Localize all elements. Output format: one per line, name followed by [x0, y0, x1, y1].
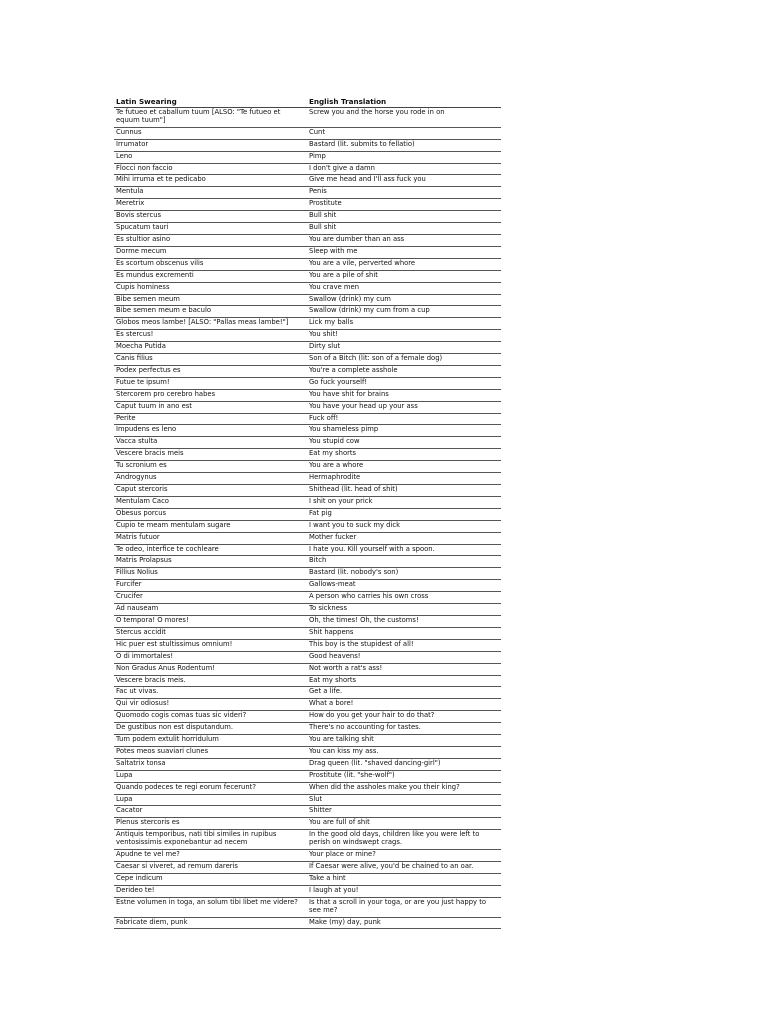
english-translation-cell: Drag queen (lit. "shaved dancing-girl"): [307, 758, 501, 770]
latin-phrase-cell: Quomodo cogis comas tuas sic videri?: [114, 711, 307, 723]
table-row: [114, 699, 501, 711]
table-row: [114, 496, 501, 508]
latin-phrase-cell: Lupa: [114, 794, 307, 806]
english-translation-cell: You are talking shit: [307, 735, 501, 747]
latin-phrase-cell: Flocci non faccio: [114, 163, 307, 175]
english-translation-cell: Your place or mine?: [307, 850, 501, 862]
latin-phrase-cell: Canis filius: [114, 354, 307, 366]
english-translation-cell: Fat pig: [307, 508, 501, 520]
english-translation-cell: Eat my shorts: [307, 449, 501, 461]
english-translation-cell: Make (my) day, punk: [307, 917, 501, 929]
english-translation-cell: Mother fucker: [307, 532, 501, 544]
latin-phrase-cell: Es mundus excrementi: [114, 270, 307, 282]
english-translation-cell: Pimp: [307, 151, 501, 163]
table-row: [114, 746, 501, 758]
latin-phrase-cell: Tu scronium es: [114, 461, 307, 473]
english-translation-cell: Oh, the times! Oh, the customs!: [307, 615, 501, 627]
latin-phrase-cell: Antiquis temporibus, nati tibi similes in rupibus ventosissimis exponebantur ad necem: [114, 830, 307, 850]
latin-phrase-cell: Crucifer: [114, 592, 307, 604]
english-translation-cell: Lick my balls: [307, 318, 501, 330]
table-row: [114, 794, 501, 806]
latin-phrase-cell: Bibe semen meum e baculo: [114, 306, 307, 318]
english-translation-cell: Hermaphrodite: [307, 473, 501, 485]
latin-phrase-cell: Te futueo et caballum tuum [ALSO: "Te futueo et equum tuum"]: [114, 108, 307, 128]
table-row: [114, 830, 501, 850]
latin-phrase-cell: Podex perfectus es: [114, 365, 307, 377]
table-row: [114, 223, 501, 235]
latin-phrase-cell: Non Gradus Anus Rodentum!: [114, 663, 307, 675]
table-row: [114, 651, 501, 663]
latin-phrase-cell: Bovis stercus: [114, 211, 307, 223]
table-row: [114, 782, 501, 794]
english-translation-cell: Shit happens: [307, 627, 501, 639]
english-translation-cell: You're a complete asshole: [307, 365, 501, 377]
table-row: [114, 389, 501, 401]
table-row: [114, 556, 501, 568]
english-translation-cell: I hate you. Kill yourself with a spoon.: [307, 544, 501, 556]
table-row: [114, 425, 501, 437]
english-translation-cell: What a bore!: [307, 699, 501, 711]
latin-phrase-cell: Saltatrix tonsa: [114, 758, 307, 770]
document-page: [114, 97, 501, 929]
latin-phrase-cell: Cacator: [114, 806, 307, 818]
table-row: [114, 663, 501, 675]
latin-phrase-cell: Es stercus!: [114, 330, 307, 342]
latin-phrase-cell: Meretrix: [114, 199, 307, 211]
latin-phrase-cell: Cupio te meam mentulam sugare: [114, 520, 307, 532]
english-translation-cell: Prostitute (lit. "she-wolf"): [307, 770, 501, 782]
table-row: [114, 627, 501, 639]
latin-phrase-cell: Es scortum obscenus vilis: [114, 258, 307, 270]
table-row: [114, 258, 501, 270]
table-row: [114, 806, 501, 818]
english-translation-cell: A person who carries his own cross: [307, 592, 501, 604]
english-translation-cell: I want you to suck my dick: [307, 520, 501, 532]
latin-phrase-cell: Matris futuor: [114, 532, 307, 544]
english-translation-cell: If Caesar were alive, you'd be chained to an oar.: [307, 862, 501, 874]
table-row: [114, 401, 501, 413]
table-row: [114, 354, 501, 366]
table-row: [114, 917, 501, 929]
table-row: [114, 723, 501, 735]
english-translation-cell: You are a vile, perverted whore: [307, 258, 501, 270]
table-row: [114, 850, 501, 862]
column-header-latin: Latin Swearing: [114, 97, 307, 108]
english-translation-cell: Good heavens!: [307, 651, 501, 663]
latin-phrase-cell: Quando podeces te regi eorum fecerunt?: [114, 782, 307, 794]
latin-phrase-cell: Cupis hominess: [114, 282, 307, 294]
latin-phrase-cell: Caput tuum in ano est: [114, 401, 307, 413]
table-row: [114, 282, 501, 294]
english-translation-cell: In the good old days, children like you were left to perish on windswept crags.: [307, 830, 501, 850]
table-row: [114, 449, 501, 461]
table-row: [114, 711, 501, 723]
english-translation-cell: Swallow (drink) my cum: [307, 294, 501, 306]
table-row: [114, 735, 501, 747]
english-translation-cell: Dirty slut: [307, 342, 501, 354]
english-translation-cell: You shit!: [307, 330, 501, 342]
table-row: [114, 175, 501, 187]
table-row: [114, 473, 501, 485]
latin-phrase-cell: Irrumator: [114, 139, 307, 151]
latin-phrase-cell: Lupa: [114, 770, 307, 782]
english-translation-cell: I don't give a damn: [307, 163, 501, 175]
table-row: [114, 199, 501, 211]
table-row: [114, 342, 501, 354]
table-row: [114, 127, 501, 139]
table-header-row: [114, 97, 501, 108]
table-row: [114, 211, 501, 223]
english-translation-cell: You shameless pimp: [307, 425, 501, 437]
table-row: [114, 508, 501, 520]
english-translation-cell: Gallows-meat: [307, 580, 501, 592]
table-row: [114, 615, 501, 627]
english-translation-cell: Cunt: [307, 127, 501, 139]
table-row: [114, 139, 501, 151]
english-translation-cell: Bull shit: [307, 223, 501, 235]
latin-phrase-cell: O di immortales!: [114, 651, 307, 663]
latin-phrase-cell: Ad nauseam: [114, 604, 307, 616]
latin-phrase-cell: Furcifer: [114, 580, 307, 592]
latin-phrase-cell: Plenus stercoris es: [114, 818, 307, 830]
latin-phrase-cell: Impudens es leno: [114, 425, 307, 437]
table-row: [114, 151, 501, 163]
table-row: [114, 770, 501, 782]
latin-phrase-cell: Leno: [114, 151, 307, 163]
latin-phrase-cell: Es stultior asino: [114, 234, 307, 246]
english-translation-cell: Bastard (lit. submits to fellatio): [307, 139, 501, 151]
english-translation-cell: Is that a scroll in your toga, or are you just happy to see me?: [307, 897, 501, 917]
english-translation-cell: Slut: [307, 794, 501, 806]
latin-phrase-cell: Qui vir odiosus!: [114, 699, 307, 711]
english-translation-cell: You have shit for brains: [307, 389, 501, 401]
latin-phrase-cell: Futue te ipsum!: [114, 377, 307, 389]
latin-phrase-cell: Tum podem extulit horridulum: [114, 735, 307, 747]
english-translation-cell: Sleep with me: [307, 246, 501, 258]
table-row: [114, 108, 501, 128]
latin-phrase-cell: Globos meos lambe! [ALSO: "Pallas meas lambe!"]: [114, 318, 307, 330]
english-translation-cell: Shitter: [307, 806, 501, 818]
column-header-english: English Translation: [307, 97, 501, 108]
table-row: [114, 461, 501, 473]
latin-phrase-cell: Bibe semen meum: [114, 294, 307, 306]
latin-phrase-cell: Vacca stulta: [114, 437, 307, 449]
table-row: [114, 187, 501, 199]
english-translation-cell: You crave men: [307, 282, 501, 294]
latin-phrase-cell: Fabricate diem, punk: [114, 917, 307, 929]
latin-phrase-cell: De gustibus non est disputandum.: [114, 723, 307, 735]
table-row: [114, 758, 501, 770]
translation-table: [114, 97, 501, 929]
english-translation-cell: Swallow (drink) my cum from a cup: [307, 306, 501, 318]
latin-phrase-cell: Mentula: [114, 187, 307, 199]
table-row: [114, 246, 501, 258]
english-translation-cell: Give me head and I'll ass fuck you: [307, 175, 501, 187]
table-row: [114, 234, 501, 246]
table-row: [114, 639, 501, 651]
table-row: [114, 318, 501, 330]
latin-phrase-cell: Mihi irruma et te pedicabo: [114, 175, 307, 187]
table-body: [114, 108, 501, 929]
english-translation-cell: Son of a Bitch (lit: son of a female dog): [307, 354, 501, 366]
latin-phrase-cell: Fac ut vivas.: [114, 687, 307, 699]
table-row: [114, 485, 501, 497]
latin-phrase-cell: Caput stercoris: [114, 485, 307, 497]
latin-phrase-cell: Derideo te!: [114, 885, 307, 897]
english-translation-cell: When did the assholes make you their king?: [307, 782, 501, 794]
english-translation-cell: You can kiss my ass.: [307, 746, 501, 758]
table-row: [114, 604, 501, 616]
latin-phrase-cell: Stercus accidit: [114, 627, 307, 639]
latin-phrase-cell: Apudne te vel me?: [114, 850, 307, 862]
table-row: [114, 437, 501, 449]
english-translation-cell: I laugh at you!: [307, 885, 501, 897]
english-translation-cell: You have your head up your ass: [307, 401, 501, 413]
english-translation-cell: Take a hint: [307, 873, 501, 885]
english-translation-cell: This boy is the stupidest of all!: [307, 639, 501, 651]
latin-phrase-cell: Cepe indicum: [114, 873, 307, 885]
english-translation-cell: You are full of shit: [307, 818, 501, 830]
english-translation-cell: Eat my shorts: [307, 675, 501, 687]
english-translation-cell: Shithead (lit. head of shit): [307, 485, 501, 497]
table-row: [114, 377, 501, 389]
english-translation-cell: I shit on your prick: [307, 496, 501, 508]
english-translation-cell: You are dumber than an ass: [307, 234, 501, 246]
table-row: [114, 687, 501, 699]
table-row: [114, 873, 501, 885]
english-translation-cell: You stupid cow: [307, 437, 501, 449]
latin-phrase-cell: O tempora! O mores!: [114, 615, 307, 627]
latin-phrase-cell: Moecha Putida: [114, 342, 307, 354]
table-row: [114, 568, 501, 580]
table-row: [114, 520, 501, 532]
english-translation-cell: Get a life.: [307, 687, 501, 699]
english-translation-cell: Penis: [307, 187, 501, 199]
table-row: [114, 294, 501, 306]
latin-phrase-cell: Fillius Nolius: [114, 568, 307, 580]
table-row: [114, 544, 501, 556]
table-row: [114, 675, 501, 687]
latin-phrase-cell: Perite: [114, 413, 307, 425]
english-translation-cell: Fuck off!: [307, 413, 501, 425]
english-translation-cell: You are a whore: [307, 461, 501, 473]
english-translation-cell: Bitch: [307, 556, 501, 568]
latin-phrase-cell: Mentulam Caco: [114, 496, 307, 508]
latin-phrase-cell: Vescere bracis meis: [114, 449, 307, 461]
english-translation-cell: Screw you and the horse you rode in on: [307, 108, 501, 128]
table-row: [114, 306, 501, 318]
latin-phrase-cell: Cunnus: [114, 127, 307, 139]
latin-phrase-cell: Dorme mecum: [114, 246, 307, 258]
latin-phrase-cell: Potes meos suaviari clunes: [114, 746, 307, 758]
table-row: [114, 163, 501, 175]
english-translation-cell: You are a pile of shit: [307, 270, 501, 282]
latin-phrase-cell: Hic puer est stultissimus omnium!: [114, 639, 307, 651]
table-row: [114, 270, 501, 282]
table-row: [114, 330, 501, 342]
table-row: [114, 532, 501, 544]
english-translation-cell: There's no accounting for tastes.: [307, 723, 501, 735]
table-row: [114, 818, 501, 830]
table-row: [114, 897, 501, 917]
latin-phrase-cell: Matris Prolapsus: [114, 556, 307, 568]
latin-phrase-cell: Caesar si viveret, ad remum dareris: [114, 862, 307, 874]
latin-phrase-cell: Stercorem pro cerebro habes: [114, 389, 307, 401]
latin-phrase-cell: Vescere bracis meis.: [114, 675, 307, 687]
english-translation-cell: Bull shit: [307, 211, 501, 223]
english-translation-cell: Bastard (lit. nobody's son): [307, 568, 501, 580]
table-row: [114, 413, 501, 425]
table-row: [114, 365, 501, 377]
english-translation-cell: Not worth a rat's ass!: [307, 663, 501, 675]
table-row: [114, 862, 501, 874]
english-translation-cell: How do you get your hair to do that?: [307, 711, 501, 723]
latin-phrase-cell: Obesus porcus: [114, 508, 307, 520]
table-row: [114, 580, 501, 592]
latin-phrase-cell: Spucatum tauri: [114, 223, 307, 235]
english-translation-cell: Prostitute: [307, 199, 501, 211]
table-row: [114, 885, 501, 897]
english-translation-cell: Go fuck yourself!: [307, 377, 501, 389]
latin-phrase-cell: Estne volumen in toga, an solum tibi libet me videre?: [114, 897, 307, 917]
english-translation-cell: To sickness: [307, 604, 501, 616]
latin-phrase-cell: Te odeo, interfice te cochleare: [114, 544, 307, 556]
latin-phrase-cell: Androgynus: [114, 473, 307, 485]
table-row: [114, 592, 501, 604]
